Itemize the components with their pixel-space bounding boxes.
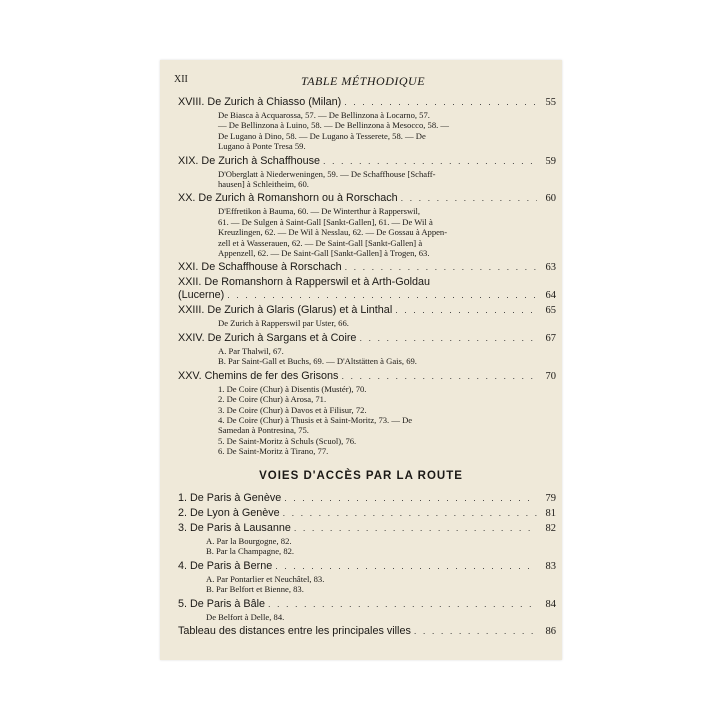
toc-entry-page: 79: [545, 493, 556, 504]
toc-entry: [178, 261, 556, 274]
toc-detail-line: Samedan à Pontresina, 75.: [218, 425, 309, 436]
section-title-road: VOIES D'ACCÈS PAR LA ROUTE: [259, 470, 463, 482]
toc-entry-page: 63: [545, 262, 556, 274]
toc-section-routes-road: [178, 492, 556, 640]
toc-entry: [178, 96, 556, 152]
dot-leader: [268, 598, 537, 611]
page-header: [174, 74, 552, 90]
toc-entry-page: 60: [545, 193, 556, 205]
toc-entry: [178, 304, 556, 328]
toc-entry: [178, 370, 556, 457]
toc-detail-line: Appenzell, 62. — De Saint-Gall [Sankt-Gallen] à Trogen, 63.: [218, 248, 430, 259]
toc-entry-details: [178, 169, 556, 190]
toc-entry-line: [178, 332, 556, 345]
page-title: TABLE MÉTHODIQUE: [300, 74, 426, 88]
toc-entry-line: [178, 625, 556, 638]
toc-entry-page: 81: [545, 508, 556, 519]
toc-entry-title: XXV. Chemins de fer des Grisons: [178, 369, 339, 382]
toc-entry-title: XVIII. De Zurich à Chiasso (Milan): [178, 96, 342, 108]
page-number: XII: [174, 74, 188, 85]
toc-entry: [178, 598, 556, 622]
dot-leader: [284, 492, 537, 505]
toc-detail-line: De Zurich à Rapperswil par Uster, 66.: [218, 318, 349, 329]
toc-detail-line: B. Par la Champagne, 82.: [206, 546, 295, 557]
toc-section-routes-rail: [178, 96, 556, 460]
dot-leader: [275, 560, 537, 573]
toc-detail-line: D'Oberglatt à Niederweningen, 59. — De Schaffhouse [Schaff-: [218, 168, 436, 179]
toc-entry-page: 86: [545, 626, 556, 638]
dot-leader: [401, 192, 537, 205]
toc-detail-line: 1. De Coire (Chur) à Disentis (Mustér), 70.: [218, 383, 367, 394]
toc-entry-line: [178, 560, 556, 573]
toc-entry: [178, 155, 556, 190]
dot-leader: [283, 507, 537, 520]
toc-detail-line: B. Par Belfort et Bienne, 83.: [206, 584, 304, 595]
toc-entry-title: 4. De Paris à Berne: [178, 559, 273, 572]
toc-entry-line: [178, 492, 556, 505]
toc-entry: [178, 192, 556, 258]
toc-entry: [178, 560, 556, 595]
toc-entry-line: [178, 598, 556, 611]
toc-entry-line: [178, 155, 556, 168]
toc-entry-title: XXIII. De Zurich à Glaris (Glarus) et à Linthal: [178, 304, 393, 317]
toc-entry: [178, 507, 556, 520]
toc-entry-details: [178, 574, 556, 595]
dot-leader: [344, 96, 537, 109]
toc-entry-details: [178, 346, 556, 367]
toc-detail-line: — De Bellinzona à Luino, 58. — De Bellinzona à Mesocco, 58. —: [218, 120, 450, 131]
toc-entry: [178, 625, 556, 638]
toc-entry-line: [178, 192, 556, 205]
book-page: [160, 60, 562, 660]
toc-detail-line: De Biasca à Acquarossa, 57. — De Bellinzona à Locarno, 57.: [218, 110, 430, 120]
toc-detail-line: De Belfort à Delle, 84.: [206, 611, 285, 622]
toc-entry-title: 3. De Paris à Lausanne: [178, 522, 291, 534]
toc-entry-details: [178, 110, 556, 152]
dot-leader: [294, 522, 537, 535]
toc-detail-line: 3. De Coire (Chur) à Davos et à Filisur, 72.: [218, 404, 367, 415]
toc-entry-title: 5. De Paris à Bâle: [178, 597, 266, 610]
toc-entry-details: [178, 536, 556, 557]
toc-entry-title-line: XXII. De Romanshorn à Rapperswil et à Arth-Goldau: [178, 276, 431, 289]
toc-entry: [178, 522, 556, 557]
toc-detail-line: De Lugano à Dino, 58. — De Lugano à Tesserete, 58. — De: [218, 130, 426, 141]
dot-leader: [395, 304, 537, 317]
toc-detail-line: A. Par Thalwil, 67.: [218, 345, 284, 356]
toc-entry-page: 70: [545, 370, 556, 382]
toc-entry-page: 67: [545, 332, 556, 344]
toc-entry-page: 59: [545, 155, 556, 167]
toc-entry-title: XXI. De Schaffhouse à Rorschach: [178, 261, 342, 274]
toc-entry-line: [178, 507, 556, 520]
toc-entry-page: 82: [545, 523, 556, 534]
toc-entry: [178, 276, 556, 302]
dot-leader: [227, 289, 537, 302]
toc-entry-details: [178, 384, 556, 457]
toc-entry-line: [178, 304, 556, 317]
toc-entry: [178, 332, 556, 367]
toc-entry-page: 83: [545, 560, 556, 572]
toc-detail-line: B. Par Saint-Gall et Buchs, 69. — D'Altstätten à Gais, 69.: [218, 356, 417, 367]
toc-detail-line: 6. De Saint-Moritz à Tirano, 77.: [218, 446, 329, 457]
toc-entry-details: [178, 318, 556, 328]
toc-detail-line: Lugano à Ponte Tresa 59.: [218, 141, 306, 152]
toc-entry-line: [178, 261, 556, 274]
toc-entry-page: 65: [545, 305, 556, 317]
dot-leader: [414, 625, 537, 638]
toc-detail-line: A. Par Pontarlier et Neuchâtel, 83.: [206, 573, 325, 584]
toc-entry-title: (Lucerne): [178, 289, 225, 302]
toc-detail-line: 2. De Coire (Chur) à Arosa, 71.: [218, 394, 327, 405]
toc-entry-line: [178, 96, 556, 109]
toc-entry-line: [178, 370, 556, 383]
toc-detail-line: 5. De Saint-Moritz à Schuls (Scuol), 76.: [218, 435, 357, 446]
toc-detail-line: A. Par la Bourgogne, 82.: [206, 536, 292, 546]
toc-detail-line: hausen] à Schleitheim, 60.: [218, 179, 309, 190]
toc-entry-page: 84: [545, 598, 556, 610]
toc-entry: [178, 492, 556, 505]
toc-entry-title: 1. De Paris à Genève: [178, 492, 282, 504]
toc-entry-page: 55: [545, 97, 556, 108]
dot-leader: [359, 332, 537, 345]
toc-detail-line: zell et à Wasserauen, 62. — De Saint-Gall [Sankt-Gallen] à: [218, 237, 423, 248]
toc-entry-title: XIX. De Zurich à Schaffhouse: [178, 154, 321, 167]
toc-entry-line: [178, 289, 556, 302]
toc-entry-title: XXIV. De Zurich à Sargans et à Coire: [178, 331, 357, 344]
toc-entry-details: [178, 206, 556, 258]
dot-leader: [345, 261, 537, 274]
toc-detail-line: D'Effretikon à Bauma, 60. — De Winterthur à Rapperswil,: [218, 206, 421, 217]
dot-leader: [323, 155, 537, 168]
toc-entry-title: 2. De Lyon à Genève: [178, 507, 280, 519]
toc-entry-line: [178, 522, 556, 535]
toc-entry-title: Tableau des distances entre les principales villes: [178, 625, 411, 638]
toc-detail-line: Kreuzlingen, 62. — De Wil à Nesslau, 62. — De Gossau à Appen-: [218, 227, 448, 238]
toc-entry-title: XX. De Zurich à Romanshorn ou à Rorschach: [178, 192, 398, 205]
toc-detail-line: 4. De Coire (Chur) à Thusis et à Saint-Moritz, 73. — De: [218, 414, 413, 425]
toc-entry-page: 64: [545, 290, 556, 302]
toc-detail-line: 61. — De Sulgen à Saint-Gall [Sankt-Gallen], 61. — De Wil à: [218, 216, 433, 227]
toc-entry-details: [178, 612, 556, 622]
dot-leader: [341, 370, 537, 383]
